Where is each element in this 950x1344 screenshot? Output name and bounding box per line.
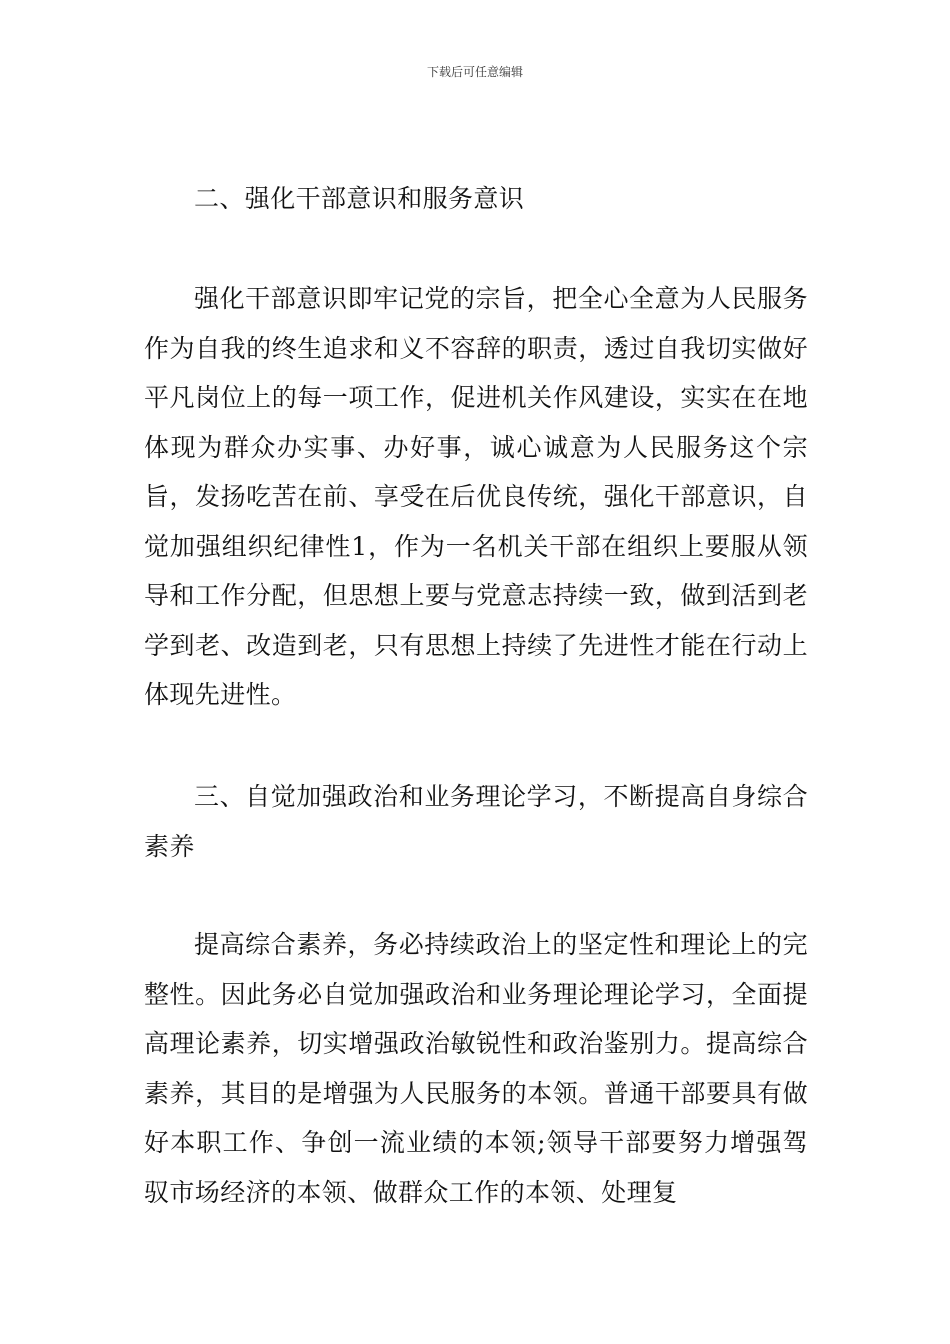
page-header-note: 下载后可任意编辑 xyxy=(426,65,523,79)
section-body-2: 强化干部意识即牢记党的宗旨，把全心全意为人民服务作为自我的终生追求和义不容辞的职责，透过自我切实做好平凡岗位上的每一项工作，促进机关作风建设，实实在在地体现为群众办实事、办好事，诚心诚意为人民服务这个宗旨，发扬吃苦在前、享受在后优良传统，强化干部意识，自觉加强组织纪律性1，作为一名机关干部在组织上要服从领导和工作分配，但思想上要与党意志持续一致，做到活到老学到老、改造到老，只有思想上持续了先进性才能在行动上体现先进性。 xyxy=(144,284,808,709)
section-heading-2: 二、强化干部意识和服务意识 xyxy=(194,184,525,213)
section-body-3: 提高综合素养，务必持续政治上的坚定性和理论上的完整性。因此务必自觉加强政治和业务理论理论学习，全面提高理论素养，切实增强政治敏锐性和政治鉴别力。提高综合素养，其目的是增强为人民服务的本领。普通干部要具有做好本职工作、争创一流业绩的本领;领导干部要努力增强驾驭市场经济的本领、做群众工作的本领、处理复 xyxy=(144,930,808,1207)
section-heading-3: 三、自觉加强政治和业务理论学习，不断提高自身综合素养 xyxy=(144,782,808,861)
